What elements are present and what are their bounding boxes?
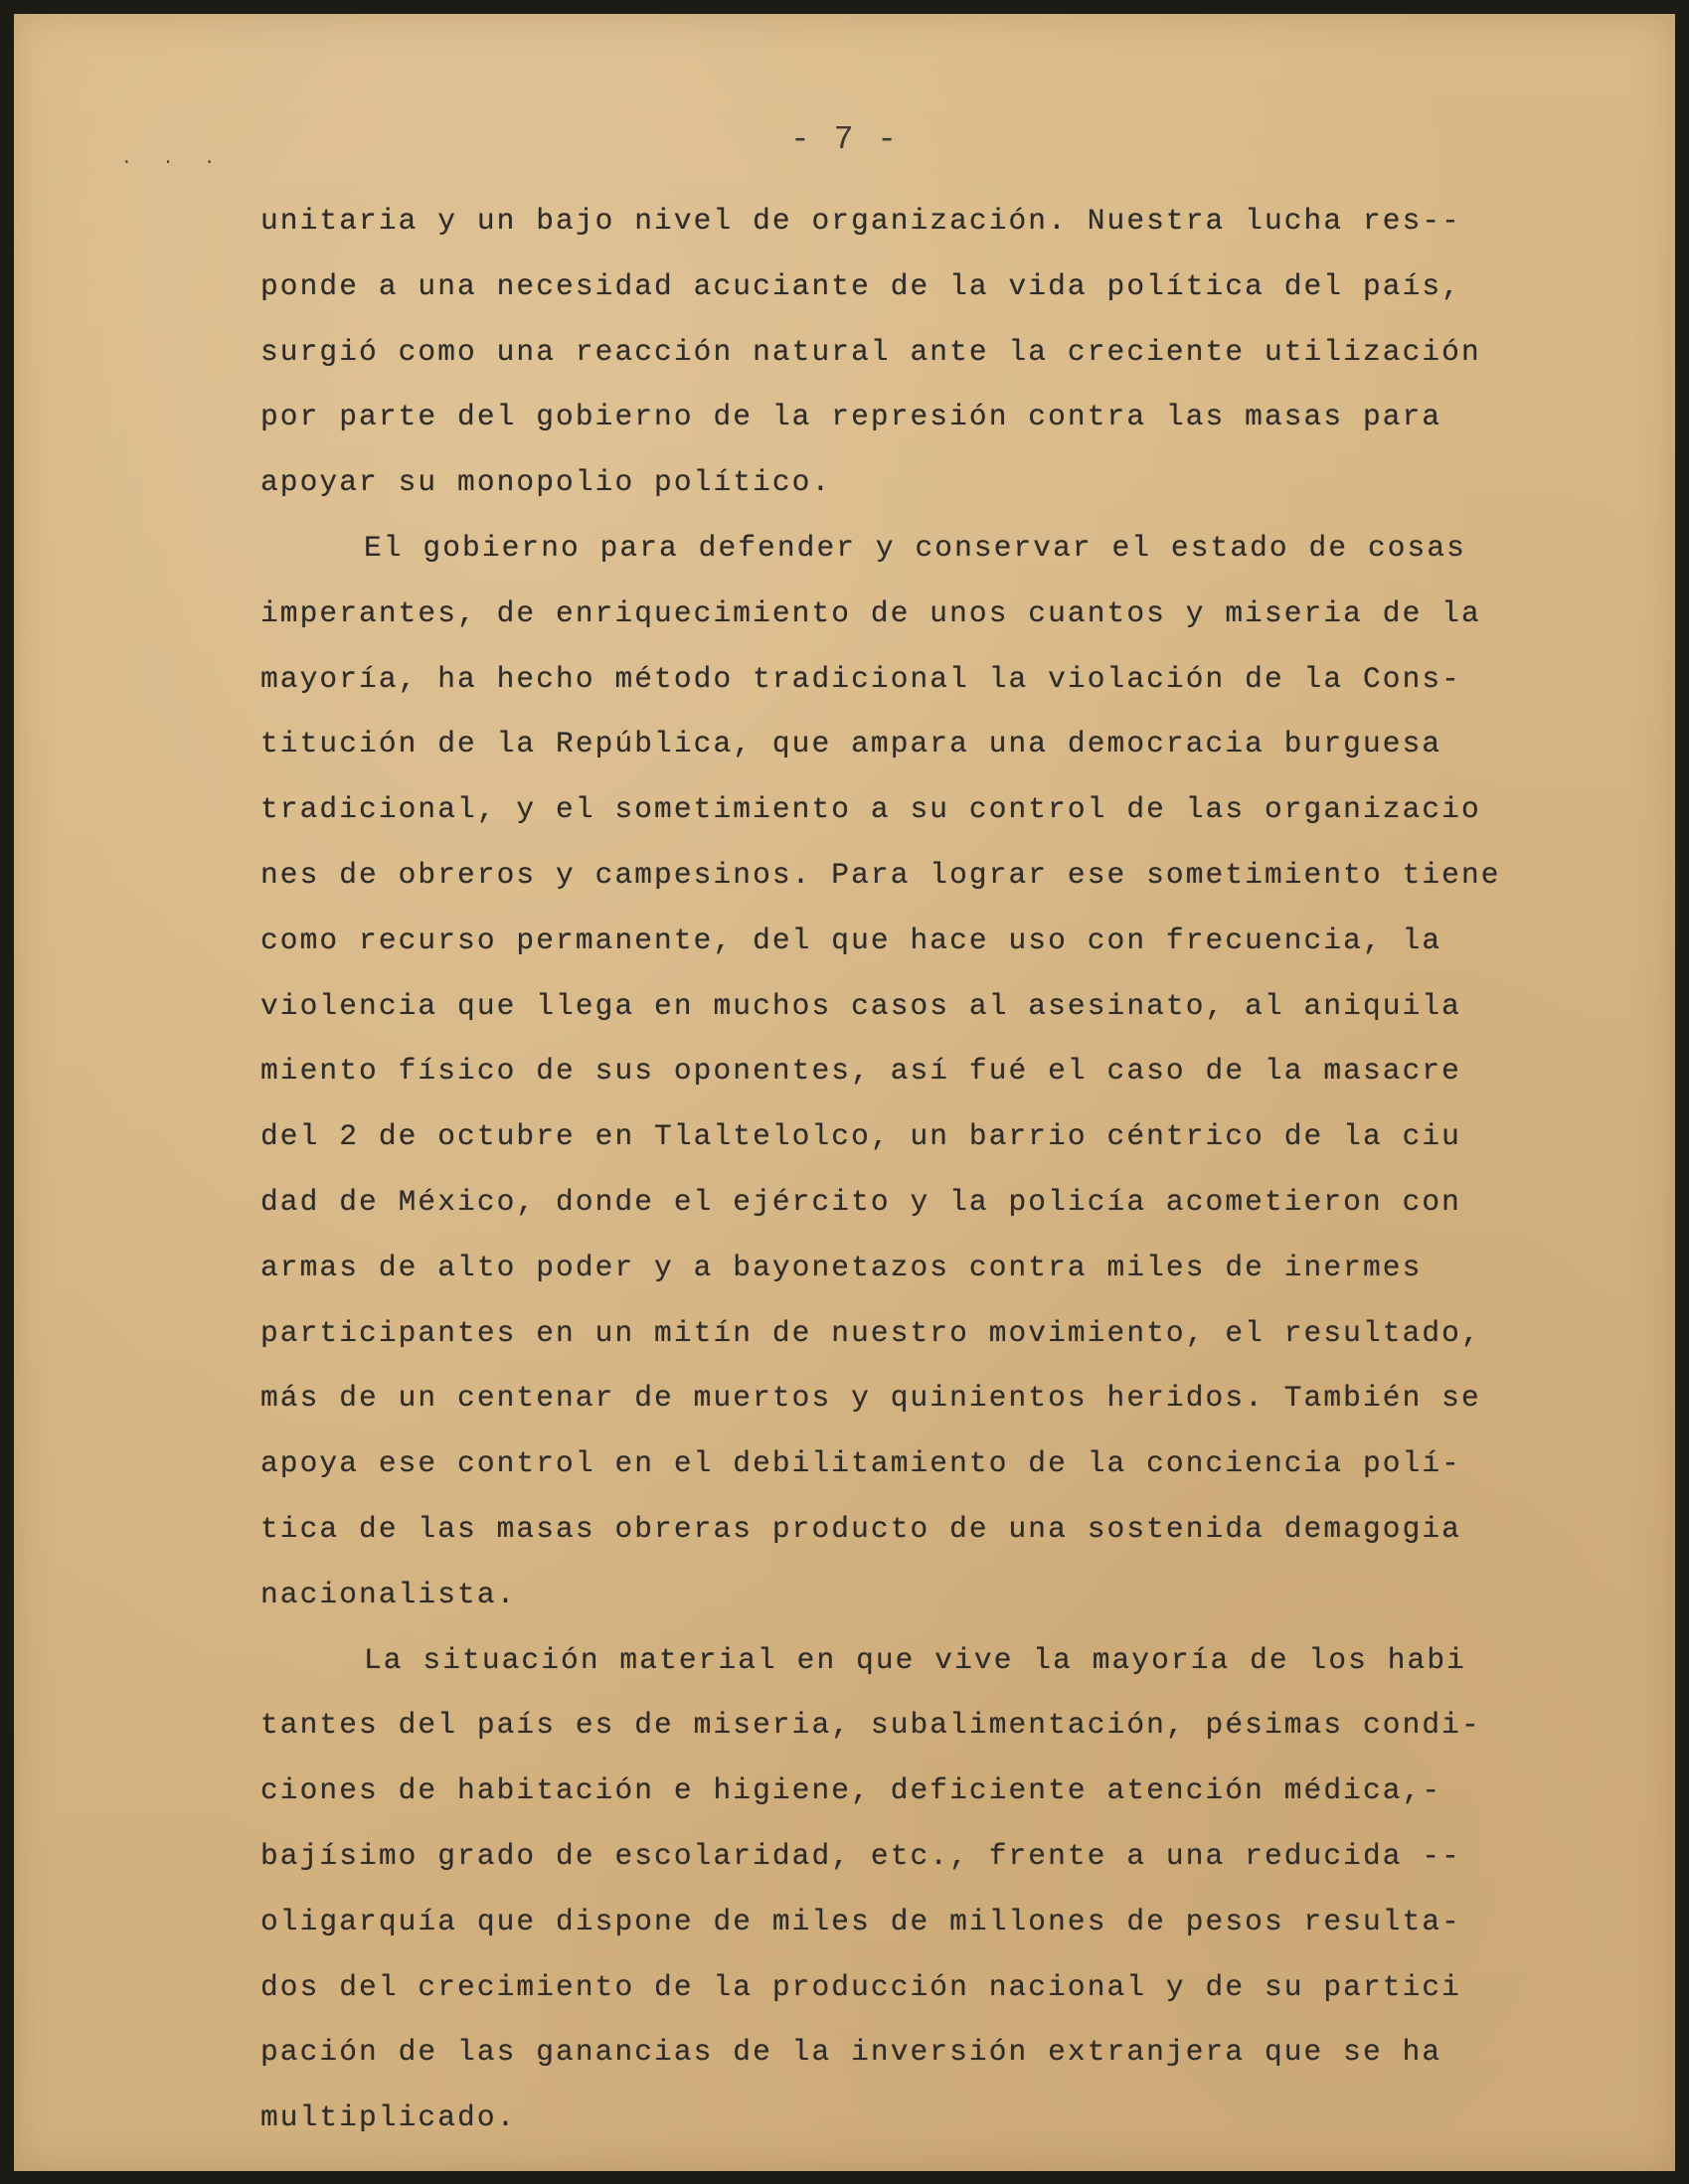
text-line: apoya ese control en el debilitamiento de la conciencia polí- xyxy=(260,1446,1461,1481)
margin-marks: . . . xyxy=(121,149,226,169)
text-line: miento físico de sus oponentes, así fué el caso de la masacre xyxy=(260,1054,1461,1089)
document-body xyxy=(260,189,1513,2151)
text-line: nes de obreros y campesinos. Para lograr ese sometimiento tiene xyxy=(260,857,1501,892)
text-line: mayoría, ha hecho método tradicional la violación de la Cons- xyxy=(260,661,1461,696)
text-line: imperantes, de enriquecimiento de unos cuantos y miseria de la xyxy=(260,595,1481,630)
paragraph-first-line: El gobierno para defender y conservar el estado de cosas xyxy=(364,530,1466,565)
paragraph-first-line: La situación material en que vive la mayoría de los habi xyxy=(364,1642,1466,1677)
text-line: tica de las masas obreras producto de una sostenida demagogia xyxy=(260,1511,1461,1546)
text-line: oligarquía que dispone de miles de millones de pesos resulta- xyxy=(260,1904,1461,1938)
text-line: tantes del país es de miseria, subalimentación, pésimas condi- xyxy=(260,1708,1481,1743)
text-line: ciones de habitación e higiene, deficiente atención médica,- xyxy=(260,1773,1442,1808)
text-line: unitaria y un bajo nivel de organización. Nuestra lucha res-- xyxy=(260,204,1461,238)
text-line: más de un centenar de muertos y quinientos heridos. También se xyxy=(260,1381,1481,1416)
text-line: titución de la República, que ampara una democracia burguesa xyxy=(260,727,1442,761)
text-line: por parte del gobierno de la represión contra las masas para xyxy=(260,400,1442,434)
text-line: como recurso permanente, del que hace uso con frecuencia, la xyxy=(260,923,1442,957)
text-line: violencia que llega en muchos casos al asesinato, al aniquila xyxy=(260,988,1461,1023)
text-line: nacionalista. xyxy=(260,1577,517,1611)
text-line: participantes en un mitín de nuestro movimiento, el resultado, xyxy=(260,1315,1481,1350)
text-line: armas de alto poder y a bayonetazos contra miles de inermes xyxy=(260,1250,1423,1284)
text-line: surgió como una reacción natural ante la creciente utilización xyxy=(260,334,1481,369)
page-number: - 7 - xyxy=(789,121,900,158)
text-line: ponde a una necesidad acuciante de la vida política del país, xyxy=(260,268,1461,303)
text-line: del 2 de octubre en Tlaltelolco, un barrio céntrico de la ciu xyxy=(260,1119,1461,1154)
text-line: dos del crecimiento de la producción nacional y de su partici xyxy=(260,1969,1461,2004)
text-line: pación de las ganancias de la inversión extranjera que se ha xyxy=(260,2035,1442,2070)
document-page xyxy=(14,14,1675,2171)
text-line: bajísimo grado de escolaridad, etc., frente a una reducida -- xyxy=(260,1838,1461,1873)
text-line: tradicional, y el sometimiento a su control de las organizacio xyxy=(260,792,1481,827)
text-line: multiplicado. xyxy=(260,2100,517,2135)
text-line: apoyar su monopolio político. xyxy=(260,465,832,500)
text-line: dad de México, donde el ejército y la policía acometieron con xyxy=(260,1184,1461,1219)
